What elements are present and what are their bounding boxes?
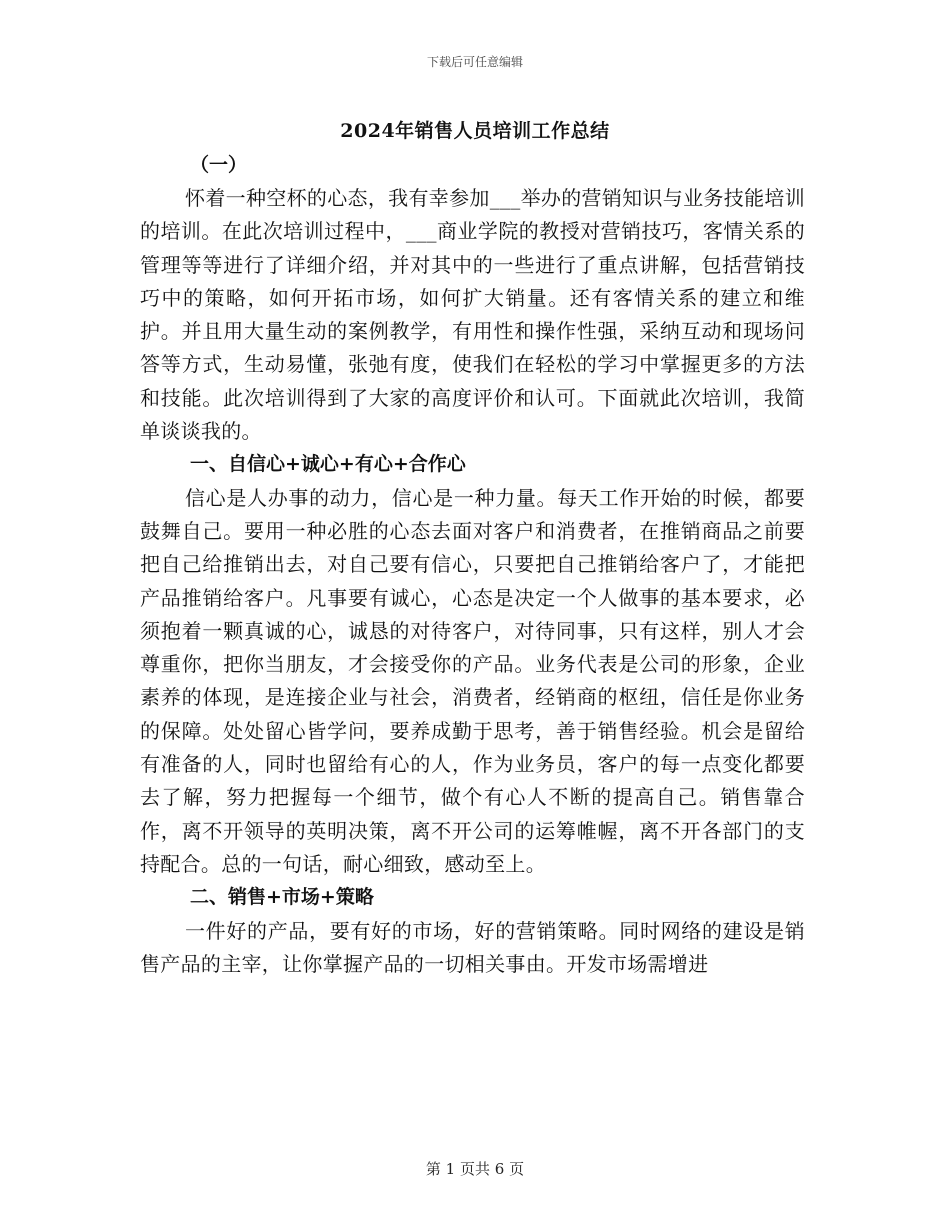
paragraph-confidence: 信心是人办事的动力，信心是一种力量。每天工作开始的时候，都要鼓舞自己。要用一种必胜的心态去面对客户和消费者，在推销商品之前要把自己给推销出去，对自己要有信心，只要把自己推销给客户了，才能把产品推销给客户。凡事要有诚心，心态是决定一个人做事的基本要求，必须抱着一颗真诚的心，诚恳的对待客户，对待同事，只有这样，别人才会尊重你，把你当朋友，才会接受你的产品。业务代表是公司的形象，企业素养的体现，是连接企业与社会，消费者，经销商的枢纽，信任是你业务的保障。处处留心皆学问，要养成勤于思考，善于销售经验。机会是留给有准备的人，同时也留给有心的人，作为业务员，客户的每一点变化都要去了解，努力把握每一个细节，做个有心人不断的提高自己。销售靠合作，离不开领导的英明决策，离不开公司的运筹帷幄，离不开各部门的支持配合。总的一句话，耐心细致，感动至上。 — [140, 485, 805, 876]
paragraph-intro: 怀着一种空杯的心态，我有幸参加___举办的营销知识与业务技能培训的培训。在此次培训过程中，___商业学院的教授对营销技巧，客情关系的管理等等进行了详细介绍，并对其中的一些进行了重点讲解，包括营销技巧中的策略，如何开拓市场，如何扩大销量。还有客情关系的建立和维护。并且用大量生动的案例教学，有用性和操作性强，采纳互动和现场问答等方式，生动易懂，张弛有度，使我们在轻松的学习中掌握更多的方法和技能。此次培训得到了大家的高度评价和认可。下面就此次培训，我简单谈谈我的。 — [140, 186, 805, 444]
page-header-note: 下载后可任意编辑 — [426, 55, 523, 69]
document-subtitle: （一） — [190, 154, 248, 176]
paragraph-market: 一件好的产品，要有好的市场，好的营销策略。同时网络的建设是销售产品的主宰，让你掌握产品的一切相关事由。开发市场需增进 — [140, 918, 805, 976]
section-heading-2: 二、销售+市场+策略 — [190, 886, 374, 909]
document-body — [140, 182, 805, 981]
document-title: 2024年销售人员培训工作总结 — [340, 120, 610, 142]
page-footer-number: 第 1 页共 6 页 — [425, 1160, 525, 1178]
section-heading-1: 一、自信心+诚心+有心+合作心 — [190, 453, 466, 476]
